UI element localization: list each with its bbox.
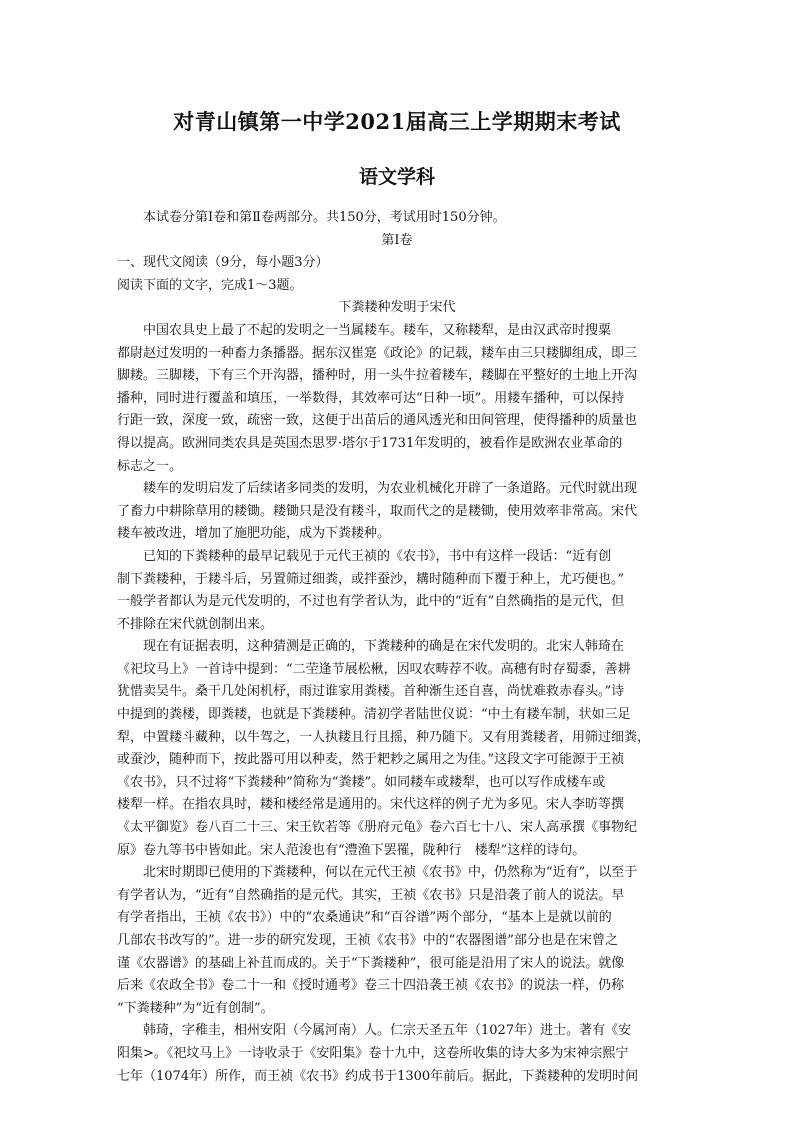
reading-instruction: 阅读下面的文字，完成1～3题。 — [117, 277, 303, 293]
passage-line: 都尉赵过发明的一种畜力条播器。据东汉崔寔《政论》的记载，耧车由三只耧脚组成，即三 — [117, 345, 638, 361]
passage-title: 下粪耧种发明于宋代 — [338, 300, 456, 316]
subject-heading: 语文学科 — [358, 166, 435, 188]
passage-line: 耧车被改进，增加了施肥功能，成为下粪耧种。 — [117, 526, 391, 542]
passage-line: 耧车的发明启发了后续诸多同类的发明，为农业机械化开辟了一条道路。元代时就出现 — [143, 481, 638, 497]
passage-line: 楼犁一样。在指农具时，耧和楼经常是通用的。宋代这样的例子尤为多见。宋人李昉等撰 — [117, 797, 625, 813]
passage-line: 有学者指出，王祯《农书》）中的“农桑通诀”和“百谷谱”两个部分，“基本上是就以前的 — [117, 910, 612, 926]
passage-line: 得以提高。欧洲同类农具是英国杰思罗·塔尔于1731年发明的，被看作是欧洲农业革命的 — [117, 435, 623, 451]
passage-line: 现在有证据表明，这种猜测是正确的，下粪耧种的确是在宋代发明的。北宋人韩琦在 — [143, 639, 625, 655]
passage-line: 《农书》，只不过将“下粪耧种”简称为“粪耧”。如同耧车或耧犁，也可以写作成楼车或 — [117, 774, 606, 790]
passage-line: 中国农具史上最了不起的发明之一当属耧车。耧车，又称耧犁，是由汉武帝时搜粟 — [143, 322, 612, 338]
passage-line: 韩琦，字稚圭，相州安阳（今属河南）人。仁宗天圣五年（1027年）进士。著有《安 — [143, 1023, 632, 1039]
passage-line: 已知的下粪耧种的最早记载见于元代王祯的《农书》，书中有这样一段话：“近有创 — [143, 548, 612, 564]
passage-line: 几部农书改写的”。进一步的研究发现，王祯《农书》中的“农器图谱”部分也是在宋曾之 — [117, 933, 618, 948]
passage-line: 标志之一。 — [117, 458, 183, 474]
passage-line: 一般学者都认为是元代发明的，不过也有学者认为，此中的“近有”自然确指的是元代，但 — [117, 594, 625, 610]
section-heading: 一、现代文阅读（9分，每小题3分） — [117, 255, 329, 271]
passage-line: 制下粪耧种，于耧斗后，另置筛过细粪，或拌蚕沙，耩时随种而下覆于种上，尤巧便也。” — [117, 571, 625, 587]
passage-line: 有学者认为，“近有”自然确指的是元代。其实，王祯《农书》只是沿袭了前人的说法。早 — [117, 887, 625, 903]
document-body — [117, 207, 677, 1088]
exam-intro: 本试卷分第Ⅰ卷和第Ⅱ卷两部分。共150分，考试用时150分钟。 — [143, 210, 506, 225]
passage-line: 犹惜卖吴牛。桑干几处闲机杼，雨过谁家用粪楼。首种渐生还自喜，尚忧难救赤春头。”诗 — [117, 684, 625, 700]
passage-line: 后来《农政全书》卷二十一和《授时通考》卷三十四沿袭王祯《农书》的说法一样，仍称 — [117, 978, 625, 994]
passage-line: 行距一致，深度一致，疏密一致，这便于出苗后的通风透光和田间管理，使得播种的质量也 — [117, 413, 638, 429]
passage-line: 不排除在宋代就创制出来。 — [117, 616, 274, 632]
passage-line: 了畜力中耕除草用的耧锄。耧锄只是没有耧斗，取而代之的是耧锄，使用效率非常高。宋代 — [117, 503, 638, 519]
passage-line: 北宋时期即已使用的下粪耧种，何以在元代王祯《农书》中，仍然称为“近有”，以至于 — [143, 865, 638, 881]
passage-line: 犁，中置耧斗藏种，以牛驾之，一人执耧且行且摇，种乃随下。又有用粪耧者，用筛过细粪， — [117, 729, 651, 745]
passage-line: “下粪耧种”为“近有创制”。 — [117, 1000, 274, 1016]
passage-line: 阳集>。《祀坟马上》一诗收录于《安阳集》卷十九中，这卷所收集的诗大多为宋神宗熙宁 — [117, 1045, 629, 1061]
passage-line: 《太平御览》卷八百二十三、宋王钦若等《册府元龟》卷六百七十八、宋人高承撰《事物纪 — [117, 820, 638, 836]
passage-line: 脚耧。三脚耧，下有三个开沟器，播种时，用一头牛拉着耧车，耧脚在平整好的土地上开沟 — [117, 368, 638, 384]
passage-line: 播种，同时进行覆盖和填压，一举数得，其效率可达“日种一顷”。用耧车播种，可以保持 — [117, 390, 625, 406]
passage-line: 中提到的粪楼，即粪耧，也就是下粪耧种。清初学者陆世仪说：“中土有耧车制，状如三足 — [117, 707, 631, 723]
volume-heading: 第Ⅰ卷 — [381, 232, 413, 248]
passage-line: 或蚕沙，随种而下，按此器可用以种麦，然于耙耖之属用之为佳。”这段文字可能源于王祯 — [117, 752, 625, 768]
passage-line: 谨《农器谱》的基础上补苴而成的。关于“下粪耧种”，很可能是沿用了宋人的说法。就像 — [117, 955, 625, 971]
passage-line: 七年（1074年）所作，而王祯《农书》约成书于1300年前后。据此，下粪耧种的发明时间 — [117, 1068, 639, 1084]
exam-title: 对青山镇第一中学2021届高三上学期期末考试 — [173, 109, 621, 134]
passage-line: 原》卷九等书中皆如此。宋人范浚也有“澧渔下罢罹，陇种行 楼犁”这样的诗句。 — [117, 842, 586, 858]
passage-line: 《祀坟马上》一首诗中提到：“二茔逢节展松楸，因叹农畴荐不收。高穗有时存蜀黍，善耕 — [117, 661, 631, 677]
